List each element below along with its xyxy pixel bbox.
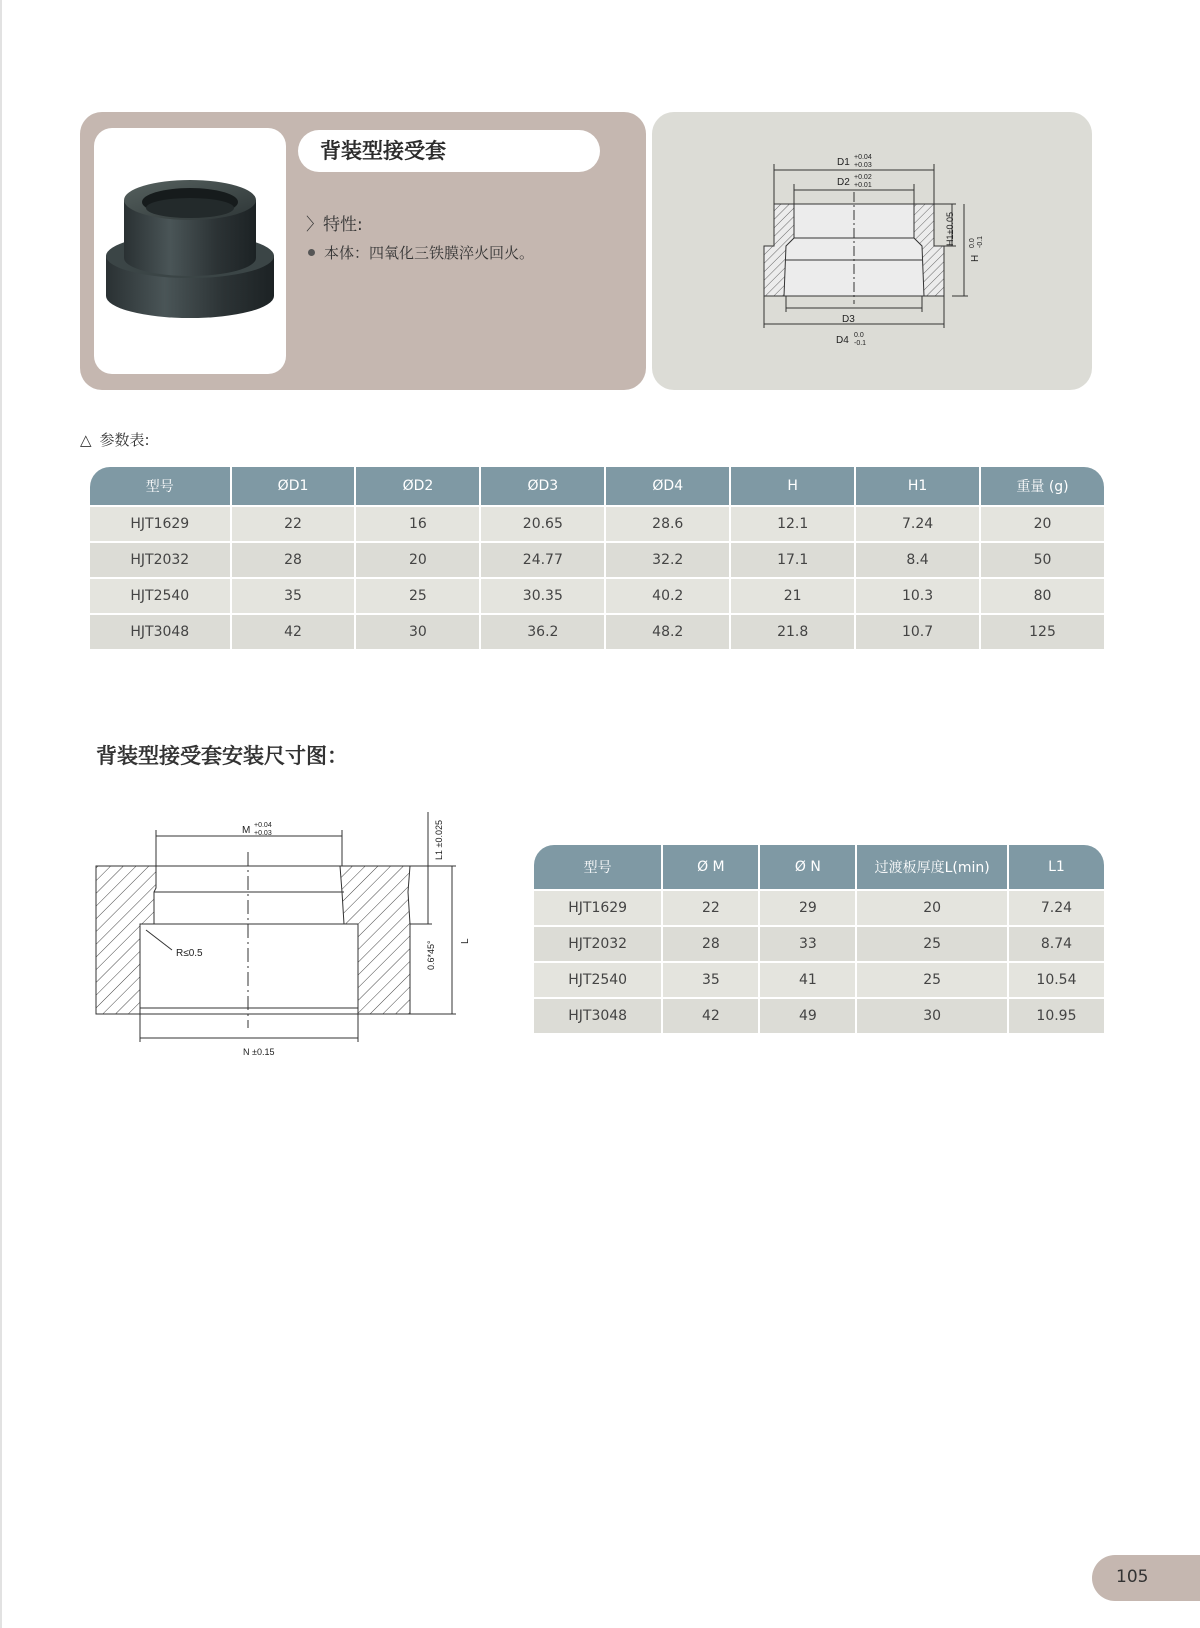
table-row [534,891,1104,925]
install-header: 过渡板厚度L(min) [857,845,1007,889]
bushing-photo-icon [94,128,286,374]
table-cell: 28 [663,927,758,961]
table-cell: HJT2540 [534,963,661,997]
table-cell: HJT3048 [90,615,230,649]
install-table-header-row [534,845,1104,889]
param-header: ØD1 [232,467,355,505]
table-cell: 22 [232,507,355,541]
h-label: H [970,254,981,262]
triangle-icon: △ [80,431,92,449]
table-cell: 35 [232,579,355,613]
param-header: H [731,467,854,505]
table-cell: 20.65 [481,507,604,541]
h-tol-up: 0.0 [969,238,976,248]
param-label-text: 参数表: [99,431,150,449]
table-cell: 10.95 [1009,999,1104,1033]
table-cell: 25 [356,579,479,613]
table-cell: 20 [857,891,1007,925]
table-cell: 7.24 [856,507,979,541]
table-cell: HJT2032 [90,543,230,577]
table-row [534,963,1104,997]
install-header: 型号 [534,845,661,889]
d4-tol-low: -0.1 [854,340,867,347]
table-row [534,999,1104,1033]
install-header: L1 [1009,845,1104,889]
d4-tol-up: 0.0 [854,332,864,339]
product-panel [80,112,646,390]
table-row [90,615,1104,649]
table-cell: 41 [760,963,855,997]
install-section-drawing [88,812,488,1062]
table-cell: 29 [760,891,855,925]
table-row [90,543,1104,577]
table-cell: 12.1 [731,507,854,541]
table-cell: 30 [356,615,479,649]
feature-heading: 〉特性: [306,215,363,235]
bullet-icon [308,249,315,256]
page-number-tab [1092,1555,1200,1601]
param-header: 重量 (g) [981,467,1104,505]
d3-label: D3 [842,314,855,325]
h1-label: H1±0.05 [945,212,955,246]
product-title: 背装型接受套 [298,130,600,172]
table-row [534,927,1104,961]
param-section-label [80,429,150,450]
table-cell: 28 [232,543,355,577]
table-cell: HJT1629 [90,507,230,541]
table-cell: 24.77 [481,543,604,577]
table-cell: 40.2 [606,579,729,613]
d1-label: D1 [837,157,850,168]
d1-tol-low: +0.03 [854,162,872,169]
table-cell: 22 [663,891,758,925]
table-cell: 125 [981,615,1104,649]
table-cell: 48.2 [606,615,729,649]
table-cell: 10.7 [856,615,979,649]
table-cell: 25 [857,927,1007,961]
install-section-title: 背装型接受套安装尺寸图： [96,744,348,768]
table-cell: 42 [232,615,355,649]
table-row [90,579,1104,613]
l1-label: L1 ±0.025 [434,820,444,860]
feature-item [308,242,534,263]
table-cell: 30 [857,999,1007,1033]
table-cell: 8.4 [856,543,979,577]
m-tol-up: +0.04 [254,822,272,829]
param-header: ØD3 [481,467,604,505]
m-tol-low: +0.03 [254,830,272,837]
table-cell: 10.54 [1009,963,1104,997]
d2-tol-up: +0.02 [854,174,872,181]
page-number: 105 [1116,1567,1149,1587]
table-cell: 80 [981,579,1104,613]
param-header: ØD2 [356,467,479,505]
table-cell: HJT3048 [534,999,661,1033]
table-cell: 8.74 [1009,927,1104,961]
table-cell: 10.3 [856,579,979,613]
table-cell: HJT2032 [534,927,661,961]
product-photo [94,128,286,374]
h-tol-low: -0.1 [977,235,984,248]
table-cell: 7.24 [1009,891,1104,925]
table-cell: HJT1629 [534,891,661,925]
table-cell: 28.6 [606,507,729,541]
param-header: ØD4 [606,467,729,505]
feature-item-text: 本体：四氧化三铁膜淬火回火。 [324,244,535,262]
param-table [88,465,1106,651]
table-row [90,507,1104,541]
table-cell: 21 [731,579,854,613]
param-header: H1 [856,467,979,505]
bushing-section-drawing [652,112,1092,390]
table-cell: 42 [663,999,758,1033]
table-cell: 16 [356,507,479,541]
page-edge [0,0,2,1628]
table-cell: 35 [663,963,758,997]
d4-label: D4 [836,335,849,346]
table-cell: 21.8 [731,615,854,649]
param-header: 型号 [90,467,230,505]
n-label: N ±0.15 [243,1047,275,1057]
d2-label: D2 [837,177,850,188]
m-label: M [242,825,251,836]
table-cell: 25 [857,963,1007,997]
drawing-panel [652,112,1092,390]
d1-tol-up: +0.04 [854,154,872,161]
table-cell: 36.2 [481,615,604,649]
install-table [532,843,1106,1035]
install-drawing [88,812,488,1062]
d2-tol-low: +0.01 [854,182,872,189]
radius-label: R≤0.5 [176,948,203,959]
chamfer-label: 0.6*45° [426,940,436,970]
table-cell: 20 [356,543,479,577]
install-header: Ø M [663,845,758,889]
table-cell: 33 [760,927,855,961]
table-cell: 49 [760,999,855,1033]
l-label: L [460,938,471,944]
table-cell: 30.35 [481,579,604,613]
install-header: Ø N [760,845,855,889]
table-cell: 50 [981,543,1104,577]
table-cell: 20 [981,507,1104,541]
param-table-header-row [90,467,1104,505]
table-cell: 32.2 [606,543,729,577]
table-cell: HJT2540 [90,579,230,613]
table-cell: 17.1 [731,543,854,577]
